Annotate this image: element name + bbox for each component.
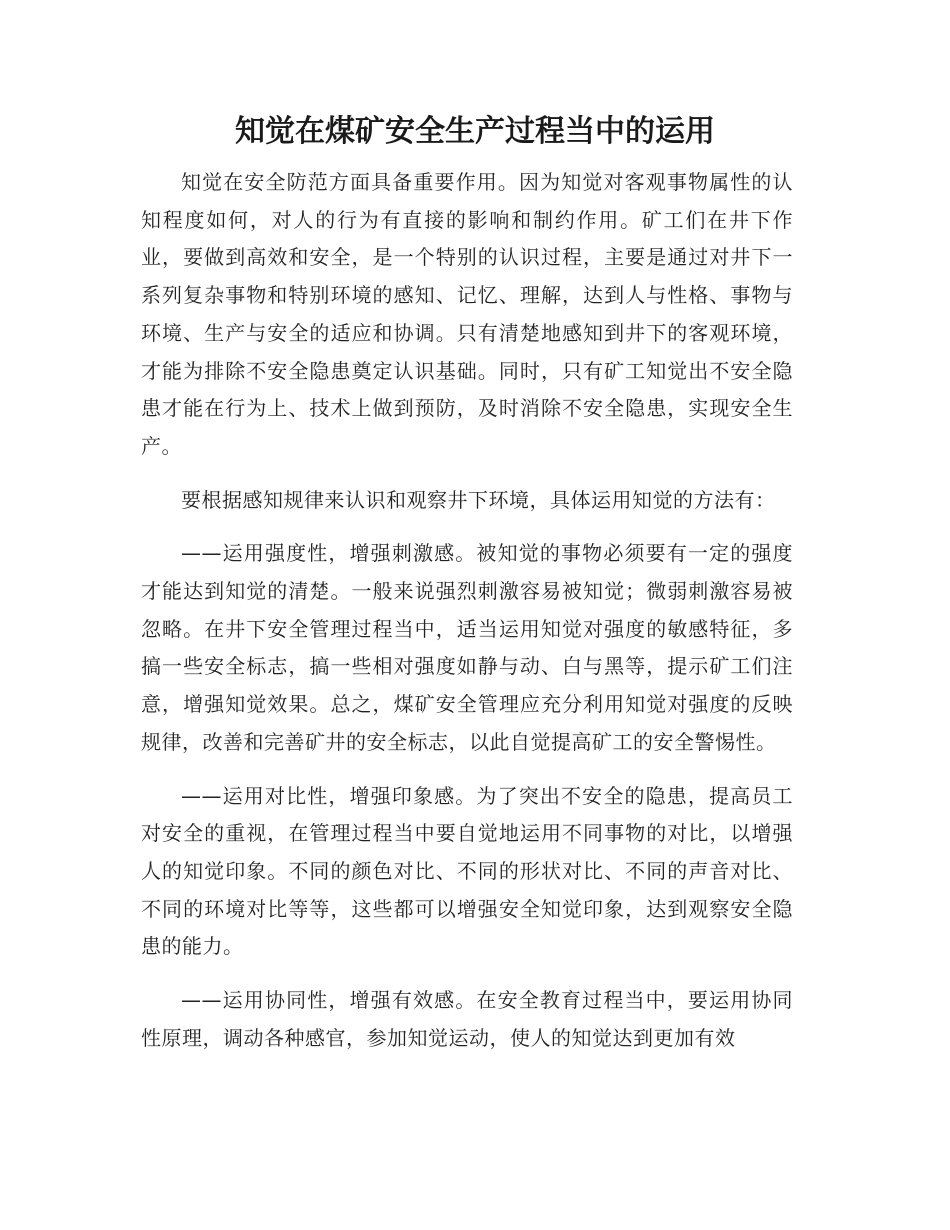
paragraph-contrast: ——运用对比性，增强印象感。为了突出不安全的隐患，提高员工对安全的重视，在管理过程当中要自觉地运用不同事物的对比，以增强人的知觉印象。不同的颜色对比、不同的形状对比、不同的声音对比、不同的环境对比等等，这些都可以增强安全知觉印象，达到观察安全隐患的能力。: [141, 783, 793, 959]
document-body: [141, 164, 793, 1073]
paragraph-intro: 知觉在安全防范方面具备重要作用。因为知觉对客观事物属性的认知程度如何，对人的行为有直接的影响和制约作用。矿工们在井下作业，要做到高效和安全，是一个特别的认识过程，主要是通过对井下一系列复杂事物和特别环境的感知、记忆、理解，达到人与性格、事物与环境、生产与安全的适应和协调。只有清楚地感知到井下的客观环境，才能为排除不安全隐患奠定认识基础。同时，只有矿工知觉出不安全隐患才能在行为上、技术上做到预防，及时消除不安全隐患，实现安全生产。: [141, 170, 793, 458]
paragraph-synergy: ——运用协同性，增强有效感。在安全教育过程当中，要运用协同性原理，调动各种感官，参加知觉运动，使人的知觉达到更加有效: [141, 988, 793, 1050]
paragraph-intensity: ——运用强度性，增强刺激感。被知觉的事物必须要有一定的强度才能达到知觉的清楚。一般来说强烈刺激容易被知觉；微弱刺激容易被忽略。在井下安全管理过程当中，适当运用知觉对强度的敏感特征，多搞一些安全标志，搞一些相对强度如静与动、白与黑等，提示矿工们注意，增强知觉效果。总之，煤矿安全管理应充分利用知觉对强度的反映规律，改善和完善矿井的安全标志，以此自觉提高矿工的安全警惕性。: [141, 541, 793, 754]
paragraph-methods-lead: 要根据感知规律来认识和观察井下环境，具体运用知觉的方法有：: [181, 487, 776, 512]
document-title: 知觉在煤矿安全生产过程当中的运用: [235, 114, 715, 149]
